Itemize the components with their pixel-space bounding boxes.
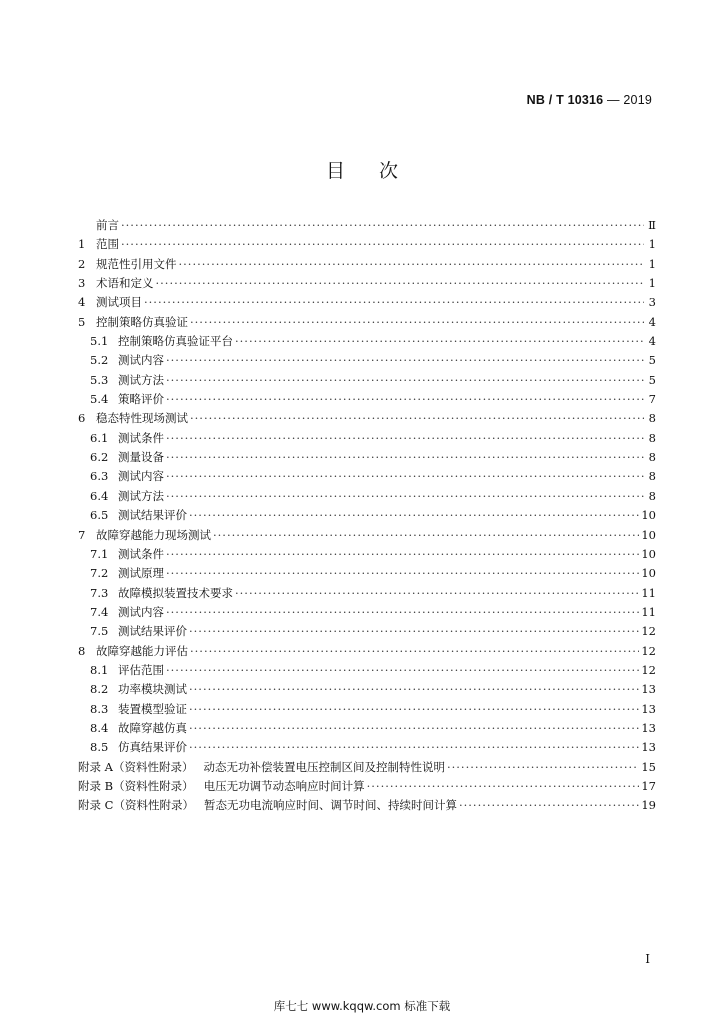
toc-leader-dots bbox=[189, 738, 639, 757]
toc-leader-dots bbox=[144, 293, 644, 312]
toc-entry-page: 8 bbox=[648, 488, 656, 503]
toc-leader-dots bbox=[189, 700, 639, 719]
toc-entry-label: 控制策略仿真验证平台 bbox=[118, 334, 233, 349]
toc-entry-number: 5.2 bbox=[90, 353, 109, 368]
toc-entry-number: 7.1 bbox=[90, 546, 109, 561]
toc-entry-page: 1 bbox=[648, 276, 656, 291]
toc-leader-dots bbox=[166, 661, 639, 680]
toc-entry-label: 控制策略仿真验证 bbox=[96, 314, 188, 329]
toc-entry-label: 测试条件 bbox=[118, 546, 164, 561]
toc-entry[interactable] bbox=[78, 351, 656, 370]
toc-leader-dots bbox=[190, 642, 639, 661]
standard-year: — 2019 bbox=[603, 93, 652, 107]
toc-entry-number: 8 bbox=[78, 643, 86, 658]
toc-entry-label: 稳态特性现场测试 bbox=[96, 411, 188, 426]
toc-entry[interactable] bbox=[78, 313, 656, 332]
toc-entry[interactable] bbox=[78, 255, 656, 274]
toc-entry[interactable] bbox=[78, 429, 656, 448]
toc-entry-label: 电压无功调节动态响应时间计算 bbox=[203, 778, 365, 793]
toc-entry[interactable] bbox=[78, 777, 656, 796]
footer-watermark: 库七七 www.kqqw.com 标准下载 bbox=[273, 999, 451, 1013]
page-title: 目次 bbox=[325, 160, 432, 182]
toc-entry[interactable] bbox=[78, 390, 656, 409]
toc-entry-label: 测量设备 bbox=[118, 450, 164, 465]
toc-entry-number: 7.5 bbox=[90, 624, 109, 639]
toc-entry-page: 10 bbox=[641, 566, 656, 581]
toc-leader-dots bbox=[189, 622, 639, 641]
toc-entry-page: 1 bbox=[648, 256, 656, 271]
toc-entry-label: 测试方法 bbox=[118, 372, 164, 387]
toc-entry-number: 6.2 bbox=[90, 450, 109, 465]
page-number: I bbox=[645, 952, 650, 966]
toc-entry-label: 前言 bbox=[96, 218, 119, 232]
toc-entry-number: 4 bbox=[78, 295, 86, 310]
toc-leader-dots bbox=[213, 526, 639, 545]
toc-entry-page: 5 bbox=[648, 353, 656, 368]
toc-entry-number: 7.4 bbox=[90, 604, 109, 619]
table-of-contents bbox=[78, 216, 656, 816]
toc-entry-page: 11 bbox=[641, 585, 656, 600]
toc-entry[interactable] bbox=[78, 371, 656, 390]
toc-entry-number: 3 bbox=[78, 276, 86, 291]
toc-entry-number: 7 bbox=[78, 527, 86, 542]
toc-entry-label: 动态无功补偿装置电压控制区间及控制特性说明 bbox=[203, 759, 445, 774]
toc-entry-label: 装置模型验证 bbox=[118, 701, 187, 716]
toc-leader-dots bbox=[189, 506, 639, 525]
toc-entry[interactable] bbox=[78, 293, 656, 312]
toc-entry-page: 17 bbox=[641, 778, 656, 793]
toc-entry[interactable] bbox=[78, 719, 656, 738]
toc-entry-label: 测试结果评价 bbox=[118, 508, 187, 523]
toc-leader-dots bbox=[235, 584, 639, 603]
toc-entry-page: 1 bbox=[648, 237, 656, 252]
toc-entry-label: 仿真结果评价 bbox=[118, 740, 187, 755]
toc-entry[interactable] bbox=[78, 622, 656, 641]
toc-entry-number: 7.3 bbox=[90, 585, 109, 600]
toc-leader-dots bbox=[235, 332, 644, 351]
toc-entry-page: 19 bbox=[641, 798, 656, 813]
toc-leader-dots bbox=[166, 448, 644, 467]
toc-entry-number: 5.1 bbox=[90, 334, 109, 349]
toc-entry[interactable] bbox=[78, 487, 656, 506]
toc-entry-page: 3 bbox=[648, 295, 656, 310]
toc-entry-number: 2 bbox=[78, 256, 86, 271]
toc-entry-page: 4 bbox=[648, 334, 656, 349]
toc-leader-dots bbox=[166, 467, 644, 486]
toc-entry-number: 5.3 bbox=[90, 372, 109, 387]
toc-entry-number: 8.3 bbox=[90, 701, 109, 716]
toc-leader-dots bbox=[367, 777, 640, 796]
toc-entry[interactable] bbox=[78, 564, 656, 583]
toc-entry-label: 测试方法 bbox=[118, 488, 164, 503]
toc-entry-page: 12 bbox=[641, 624, 656, 639]
toc-entry[interactable] bbox=[78, 642, 656, 661]
toc-entry[interactable] bbox=[78, 661, 656, 680]
toc-entry-label: 测试内容 bbox=[118, 604, 164, 619]
toc-entry[interactable] bbox=[78, 216, 656, 235]
toc-entry[interactable] bbox=[78, 467, 656, 486]
toc-leader-dots bbox=[190, 313, 644, 332]
toc-entry-label: 测试原理 bbox=[118, 566, 164, 581]
toc-entry[interactable] bbox=[78, 584, 656, 603]
toc-entry-page: 10 bbox=[641, 527, 656, 542]
toc-entry-number: 6.4 bbox=[90, 488, 109, 503]
toc-entry-page: Ⅱ bbox=[648, 218, 656, 232]
toc-entry-label: 术语和定义 bbox=[96, 276, 154, 291]
toc-leader-dots bbox=[166, 487, 644, 506]
toc-entry-page: 8 bbox=[648, 411, 656, 426]
toc-entry-page: 13 bbox=[641, 720, 656, 735]
toc-entry-label: 暂态无功电流响应时间、调节时间、持续时间计算 bbox=[203, 798, 457, 813]
toc-entry-label: 测试项目 bbox=[96, 295, 142, 310]
toc-entry-number: 5 bbox=[78, 314, 86, 329]
toc-leader-dots bbox=[179, 255, 645, 274]
toc-leader-dots bbox=[121, 216, 644, 235]
toc-entry[interactable] bbox=[78, 758, 656, 777]
toc-entry-page: 15 bbox=[641, 759, 656, 774]
toc-entry-label: 故障穿越仿真 bbox=[118, 720, 187, 735]
toc-entry-number: 6.5 bbox=[90, 508, 109, 523]
toc-entry-label: 测试内容 bbox=[118, 353, 164, 368]
toc-entry-page: 7 bbox=[648, 392, 656, 407]
toc-entry-number: 附录 A（资料性附录） bbox=[78, 759, 194, 774]
toc-leader-dots bbox=[166, 545, 639, 564]
toc-entry-label: 策略评价 bbox=[118, 392, 164, 407]
toc-entry[interactable] bbox=[78, 700, 656, 719]
toc-entry-label: 故障穿越能力评估 bbox=[96, 643, 188, 658]
toc-leader-dots bbox=[189, 719, 639, 738]
toc-entry-label: 故障模拟装置技术要求 bbox=[118, 585, 233, 600]
toc-entry-label: 范围 bbox=[96, 237, 119, 252]
toc-entry[interactable] bbox=[78, 603, 656, 622]
toc-leader-dots bbox=[156, 274, 645, 293]
toc-leader-dots bbox=[459, 796, 639, 815]
toc-entry-page: 13 bbox=[641, 740, 656, 755]
toc-entry-label: 测试结果评价 bbox=[118, 624, 187, 639]
toc-entry-page: 5 bbox=[648, 372, 656, 387]
toc-entry-number: 6 bbox=[78, 411, 86, 426]
toc-entry[interactable] bbox=[78, 448, 656, 467]
toc-entry-number: 8.4 bbox=[90, 720, 109, 735]
toc-entry-number: 8.1 bbox=[90, 662, 109, 677]
toc-entry-number: 5.4 bbox=[90, 392, 109, 407]
toc-entry-label: 测试条件 bbox=[118, 430, 164, 445]
toc-leader-dots bbox=[190, 409, 644, 428]
toc-leader-dots bbox=[166, 390, 644, 409]
toc-entry[interactable] bbox=[78, 506, 656, 525]
toc-entry[interactable] bbox=[78, 738, 656, 757]
toc-leader-dots bbox=[166, 351, 644, 370]
toc-leader-dots bbox=[121, 235, 644, 254]
toc-entry-page: 13 bbox=[641, 682, 656, 697]
toc-entry[interactable] bbox=[78, 796, 656, 815]
toc-entry[interactable] bbox=[78, 526, 656, 545]
toc-entry[interactable] bbox=[78, 332, 656, 351]
toc-entry-number: 8.5 bbox=[90, 740, 109, 755]
toc-entry-number: 6.1 bbox=[90, 430, 109, 445]
toc-entry-number: 6.3 bbox=[90, 469, 109, 484]
toc-leader-dots bbox=[189, 680, 639, 699]
toc-entry-label: 功率模块测试 bbox=[118, 682, 187, 697]
toc-entry-page: 8 bbox=[648, 469, 656, 484]
toc-entry-label: 评估范围 bbox=[118, 662, 164, 677]
toc-entry-label: 测试内容 bbox=[118, 469, 164, 484]
toc-leader-dots bbox=[166, 603, 639, 622]
toc-leader-dots bbox=[447, 758, 639, 777]
toc-entry-page: 12 bbox=[641, 643, 656, 658]
toc-entry-label: 规范性引用文件 bbox=[96, 256, 177, 271]
toc-leader-dots bbox=[166, 564, 639, 583]
toc-entry[interactable] bbox=[78, 680, 656, 699]
toc-entry[interactable] bbox=[78, 409, 656, 428]
toc-entry[interactable] bbox=[78, 235, 656, 254]
toc-entry-page: 8 bbox=[648, 450, 656, 465]
standard-code: NB / T 10316 bbox=[526, 93, 604, 107]
toc-entry-page: 4 bbox=[648, 314, 656, 329]
toc-entry-number: 附录 B（资料性附录） bbox=[78, 778, 194, 793]
toc-entry-number: 7.2 bbox=[90, 566, 109, 581]
toc-entry-number: 1 bbox=[78, 237, 86, 252]
toc-entry-page: 12 bbox=[641, 662, 656, 677]
toc-entry-label: 故障穿越能力现场测试 bbox=[96, 527, 211, 542]
toc-entry[interactable] bbox=[78, 274, 656, 293]
standard-number bbox=[527, 93, 652, 107]
toc-leader-dots bbox=[166, 371, 644, 390]
toc-entry-number: 附录 C（资料性附录） bbox=[78, 798, 194, 813]
toc-entry-page: 8 bbox=[648, 430, 656, 445]
toc-entry-page: 10 bbox=[641, 546, 656, 561]
toc-leader-dots bbox=[166, 429, 644, 448]
toc-entry-page: 11 bbox=[641, 604, 656, 619]
toc-entry[interactable] bbox=[78, 545, 656, 564]
toc-entry-page: 13 bbox=[641, 701, 656, 716]
toc-entry-number: 8.2 bbox=[90, 682, 109, 697]
toc-entry-page: 10 bbox=[641, 508, 656, 523]
